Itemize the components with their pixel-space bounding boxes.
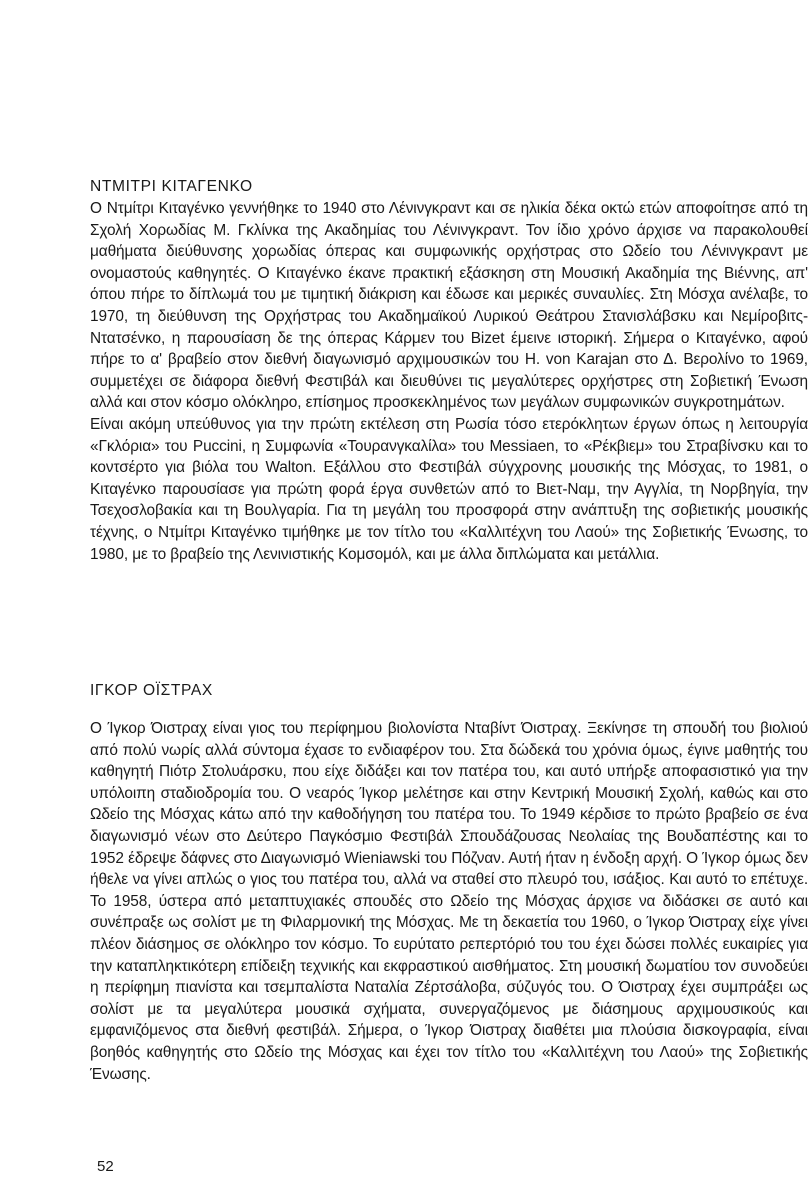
paragraph-oistrakh-biography: Ο Ίγκορ Όιστραχ είναι γιος του περίφημου βιολονίστα Νταβίντ Όιστραχ. Ξεκίνησε τη σπουδή του βιολιού από πολύ νωρίς αλλά σύντομα έχασε το ενδιαφέρον του. Στα δώδεκά του χρόνια όμως, έγινε μαθητής του καθηγητή Πιότρ Στολυάρσκυ, που είχε διδάξει και τον πατέρα του, και αυτό υπήρξε αποφασιστικό για την υπόλοιπη σταδιοδρομία του. Ο νεαρός Ίγκορ μελέτησε και στην Κεντρική Μουσική Σχολή, καθώς και στο Ωδείο της Μόσχας κάτω από την καθοδήγηση του πατέρα του. Το 1949 κέρδισε το πρώτο βραβείο σε ένα διαγωνισμό νέων στο Δεύτερο Παγκόσμιο Φεστιβάλ Σπουδάζουσας Νεολαίας της Βουδαπέστης και το 1952 έδρεψε δάφνες στο Διαγωνισμό Wieniawski του Πόζναν. Αυτή ήταν η ένδοξη αρχή. Ο Ίγκορ όμως δεν ήθελε να γίνει απλώς ο γιος του πατέρα του, αλλά να σταθεί στο πλευρό του, ισάξιος. Και αυτό το επέτυχε. Το 1958, ύστερα από μεταπτυχιακές σπουδές στο Ωδείο της Μόσχας άρχισε να διδάσκει σε αυτό και συνέπραξε ως σολίστ με τη Φιλαρμονική της Μόσχας. Με τη δεκαετία του 1960, ο Ίγκορ Όιστραχ είχε γίνει πλέον διάσημος σε ολόκληρο τον κόσμο. Το ευρύτατο ρεπερτόριό του του έχει δώσει πολλές ευκαιρίες για την καταπληκτικότερη επίδειξη τεχνικής και εκφραστικού αισθήματος. Στη μουσική δωματίου τον συνοδεύει η περίφημη πιανίστα και τσεμπαλίστα Ναταλία Ζέρτσάλοβα, σύζυγός του. Ο Όιστραχ έχει συμπράξει ως σολίστ με τα μεγαλύτερα μουσικά σχήματα, συνεργαζόμενος με διάσημους αρχιμουσικούς και εμφανιζόμενος στα διεθνή φεστιβάλ. Σήμερα, ο Ίγκορ Όιστραχ διαθέτει μια πλούσια δισκογραφία, είναι βοηθός καθηγητής στο Ωδείο της Μόσχας και έχει τον τίτλο του «Καλλιτέχνη του Λαού» της Σοβιετικής Ένωσης. [90,720,808,1083]
paragraph-kitagenko-biography: Ο Ντμίτρι Κιταγένκο γεννήθηκε το 1940 στο Λένινγκραντ και σε ηλικία δέκα οκτώ ετών αποφοίτησε από τη Σχολή Χορωδίας Μ. Γκλίνκα της Ακαδημίας του Λένινγκραντ. Τον ίδιο χρόνο άρχισε να παρακολουθεί μαθήματα διεύθυνσης χορωδίας όπερας και συμφωνικής ορχήστρας στο Ωδείο του Λένινγκραντ με ονομαστούς καθηγητές. Ο Κιταγένκο έκανε πρακτική εξάσκηση στη Μουσική Ακαδημία της Βιέννης, απ' όπου πήρε το δίπλωμά του με τιμητική διάκριση και έδωσε και μερικές συναυλίες. Στη Μόσχα ανέλαβε, το 1970, τη διεύθυνση της Ορχήστρας του Ακαδημαϊκού Λυρικού Θεάτρου Στανισλάβσκυ και Νεμίροβιτς-Ντατσένκο, η παρουσίαση δε της όπερας Κάρμεν του Bizet έμεινε ιστορική. Σήμερα ο Κιταγένκο, αφού πήρε το α' βραβείο στον διεθνή διαγωνισμό αρχιμουσικών του H. von Karajan στο Δ. Βερολίνο το 1969, συμμετέχει σε διάφορα διεθνή Φεστιβάλ και διευθύνει τις μεγαλύτερες ορχήστρες στη Σοβιετική Ένωση αλλά και στον κόσμο ολόκληρο, επίσημος προσκεκλημένος των μεγάλων συμφωνικών συγκροτημάτων. [90,200,808,412]
section-body-kitagenko [90,198,808,565]
document-page [90,0,810,1200]
section-title-kitagenko: ΝΤΜΙΤΡΙ ΚΙΤΑΓΕΝΚΟ [90,178,253,195]
section-title-oistrakh: ΙΓΚΟΡ ΟΪΣΤΡΑΧ [90,682,213,699]
page-number: 52 [97,1158,114,1175]
section-body-oistrakh [90,718,808,1085]
paragraph-kitagenko-premieres: Είναι ακόμη υπεύθυνος για την πρώτη εκτέλεση στη Ρωσία τόσο ετερόκλητων έργων όπως η λειτουργία «Γκλόρια» του Puccini, η Συμφωνία «Τουρανγκαλίλα» του Messiaen, το «Ρέκβιεμ» του Στραβίνσκυ και το κοντσέρτο για βιόλα του Walton. Εξάλλου στο Φεστιβάλ σύγχρονης μουσικής της Μόσχας, το 1981, ο Κιταγένκο παρουσίασε για πρώτη φορά έργα συνθετών από το Βιετ-Ναμ, την Αγγλία, τη Νορβηγία, την Τσεχοσλοβακία και τη Βουλγαρία. Για τη μεγάλη του προσφορά στην ανάπτυξη της σοβιετικής μουσικής τέχνης, ο Ντμίτρι Κιταγένκο τιμήθηκε με τον τίτλο του «Καλλιτέχνη του Λαού» της Σοβιετικής Ένωσης, το 1980, με το βραβείο της Λενινιστικής Κομσομόλ, και με άλλα διπλώματα και μετάλλια. [90,415,808,563]
